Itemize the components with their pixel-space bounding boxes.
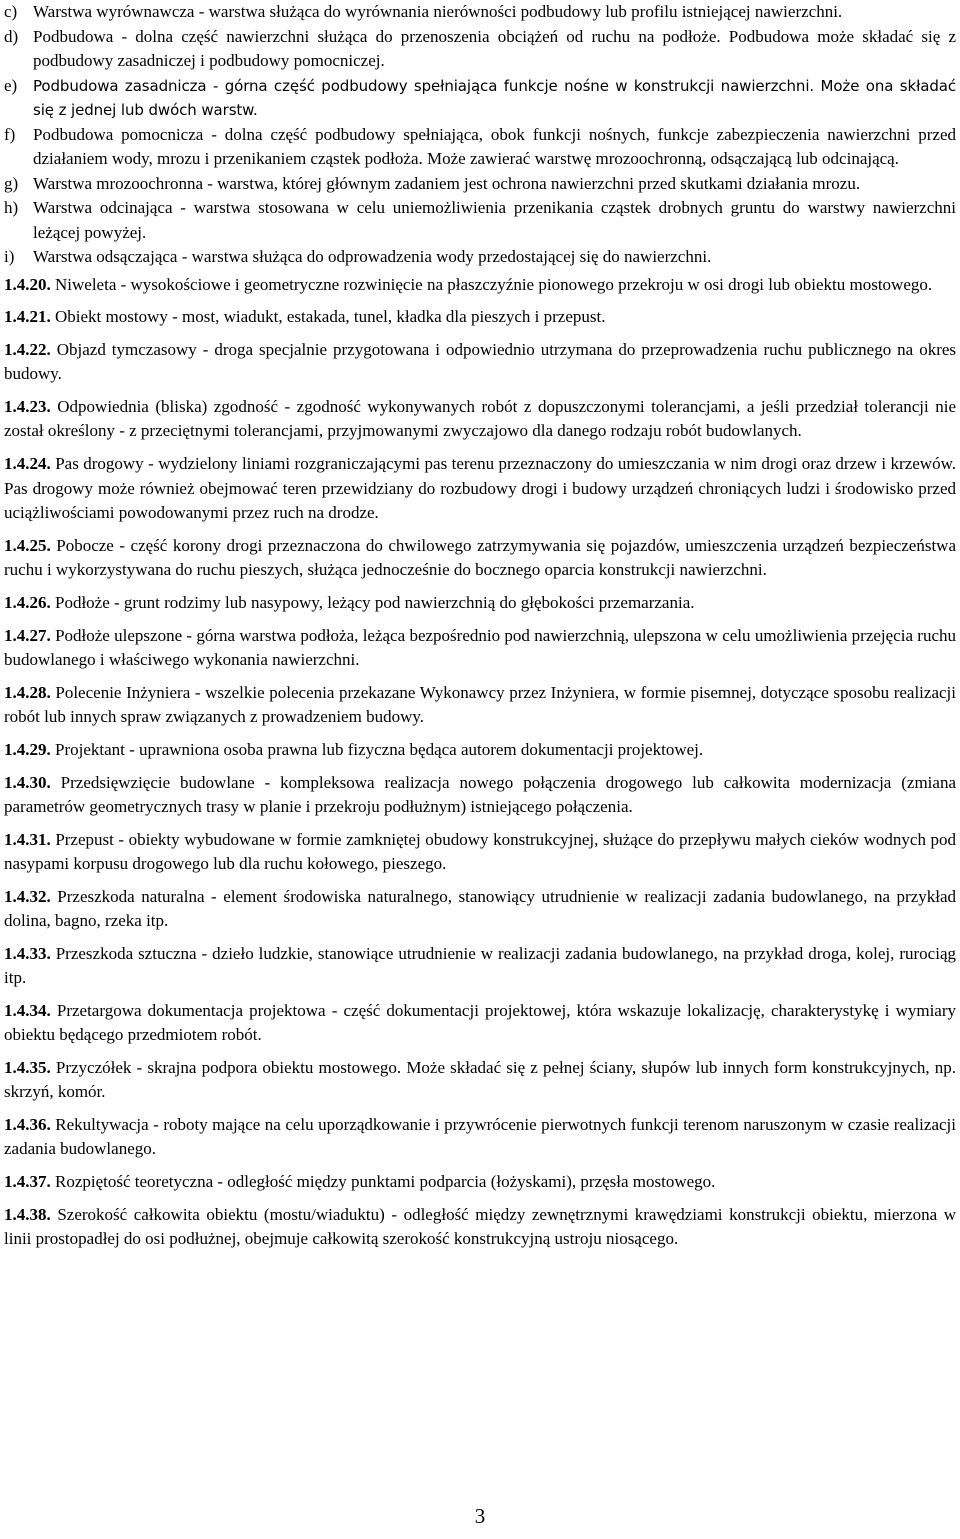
definition-paragraph xyxy=(4,395,956,444)
definition-number: 1.4.26. xyxy=(4,592,51,612)
definition-text: Projektant - uprawniona osoba prawna lub fizyczna będąca autorem dokumentacji projektowej. xyxy=(55,739,704,759)
list-item xyxy=(4,25,956,74)
definition-number: 1.4.34. xyxy=(4,1000,51,1020)
list-item-text: Warstwa mrozoochronna - warstwa, której głównym zadaniem jest ochrona nawierzchni przed skutkami działania mrozu. xyxy=(33,173,861,193)
definition-text: Podłoże ulepszone - górna warstwa podłoża, leżąca bezpośrednio pod nawierzchnią, ulepszona w celu umożliwienia przejęcia ruchu budowlanego i właściwego wykonania nawierzchni. xyxy=(4,625,957,669)
list-item xyxy=(4,196,956,245)
definition-paragraph xyxy=(4,1056,956,1105)
list-marker: i) xyxy=(4,247,15,266)
list-marker: g) xyxy=(4,173,19,193)
definition-paragraph xyxy=(4,1170,956,1194)
definition-paragraph xyxy=(4,999,956,1048)
definition-text: Rekultywacja - roboty mające na celu uporządkowanie i przywrócenie pierwotnych funkcji terenom naruszonym w czasie realizacji zadania budowlanego. xyxy=(4,1115,956,1159)
page-number: 3 xyxy=(474,1504,486,1528)
definition-text: Objazd tymczasowy - droga specjalnie przygotowana i odpowiednio utrzymana do przeprowadzenia ruchu publicznego na okres budowy. xyxy=(4,340,957,384)
definition-paragraph xyxy=(4,591,956,615)
definition-number: 1.4.36. xyxy=(4,1115,51,1135)
definition-number: 1.4.28. xyxy=(4,682,51,702)
list-item-text: Podbudowa zasadnicza - górna część podbudowy spełniająca funkcje nośne w konstrukcji nawierzchni. Może ona składać się z jednej lub dwóch warstw. xyxy=(33,76,956,119)
definition-paragraph xyxy=(4,534,956,583)
definition-paragraph xyxy=(4,1203,956,1252)
document-page xyxy=(4,0,956,1260)
definition-number: 1.4.23. xyxy=(4,397,51,417)
list-marker: f) xyxy=(4,124,16,144)
list-marker: e) xyxy=(4,75,18,95)
definition-number: 1.4.20. xyxy=(4,274,51,294)
list-marker: d) xyxy=(4,26,19,46)
definition-paragraph xyxy=(4,828,956,877)
definition-paragraph xyxy=(4,681,956,730)
definition-number: 1.4.21. xyxy=(4,307,51,327)
definition-number: 1.4.22. xyxy=(4,340,51,360)
definition-number: 1.4.37. xyxy=(4,1172,51,1192)
list-item-text: Warstwa wyrównawcza - warstwa służąca do wyrównania nierówności podbudowy lub profilu istniejącej nawierzchni. xyxy=(33,2,843,21)
list-marker: h) xyxy=(4,198,19,217)
definition-number: 1.4.32. xyxy=(4,886,51,906)
definition-paragraph xyxy=(4,942,956,991)
definition-paragraph xyxy=(4,1113,956,1162)
layer-definitions-list xyxy=(4,0,956,270)
definition-text: Niweleta - wysokościowe i geometryczne rozwinięcie na płaszczyźnie pionowego przekroju w osi drogi lub obiektu mostowego. xyxy=(55,274,933,294)
definition-number: 1.4.31. xyxy=(4,829,51,849)
definition-number: 1.4.25. xyxy=(4,535,51,555)
list-item xyxy=(4,0,956,25)
definition-text: Podłoże - grunt rodzimy lub nasypowy, leżący pod nawierzchnią do głębokości przemarzania. xyxy=(55,592,695,612)
definition-number: 1.4.27. xyxy=(4,625,51,645)
definition-paragraph xyxy=(4,771,956,820)
definition-paragraph xyxy=(4,452,956,525)
definition-paragraph xyxy=(4,885,956,934)
list-item xyxy=(4,123,956,172)
definition-text: Szerokość całkowita obiektu (mostu/wiaduktu) - odległość między zewnętrznymi krawędziami konstrukcji obiektu, mierzona w linii prostopadłej do osi podłużnej, obejmuje całkowitą szerokość konstrukcyjną ustroju niosącego. xyxy=(4,1205,956,1249)
definition-text: Obiekt mostowy - most, wiadukt, estakada, tunel, kładka dla pieszych i przepust. xyxy=(55,307,606,327)
definition-text: Polecenie Inżyniera - wszelkie polecenia przekazane Wykonawcy przez Inżyniera, w formie pisemnej, dotyczące sposobu realizacji robót lub innych spraw związanych z prowadzeniem budowy. xyxy=(4,682,956,726)
definition-paragraph xyxy=(4,338,956,387)
list-item-text: Podbudowa pomocnicza - dolna część podbudowy spełniająca, obok funkcji nośnych, funkcje zabezpieczenia nawierzchni przed działaniem wody, mrozu i przenikaniem cząstek podłoża. Może zawierać warstwę mrozoochronną, odsączającą lub odcinającą. xyxy=(33,124,956,168)
definition-number: 1.4.35. xyxy=(4,1058,51,1078)
definition-number: 1.4.38. xyxy=(4,1205,51,1224)
list-item xyxy=(4,74,956,123)
list-marker: c) xyxy=(4,2,18,21)
definition-number: 1.4.33. xyxy=(4,943,51,963)
definition-paragraph xyxy=(4,305,956,329)
definition-text: Przeszkoda sztuczna - dzieło ludzkie, stanowiące utrudnienie w realizacji zadania budowlanego, na przykład droga, kolej, rurociąg itp. xyxy=(4,943,956,988)
definition-text: Przedsięwzięcie budowlane - kompleksowa realizacja nowego połączenia drogowego lub całkowita modernizacja (zmiana parametrów geometrycznych trasy w planie i przekroju podłużnym) istniejącego połączenia. xyxy=(4,772,956,816)
definition-text: Przyczółek - skrajna podpora obiektu mostowego. Może składać się z pełnej ściany, słupów lub innych form konstrukcyjnych, np. skrzyń, komór. xyxy=(4,1058,957,1102)
definition-paragraph xyxy=(4,624,956,673)
list-item xyxy=(4,245,956,270)
definition-paragraph xyxy=(4,738,956,762)
definition-text: Rozpiętość teoretyczna - odległość między punktami podparcia (łożyskami), przęsła mostowego. xyxy=(55,1172,716,1192)
definition-text: Przeszkoda naturalna - element środowiska naturalnego, stanowiący utrudnienie w realizacji zadania budowlanego, na przykład dolina, bagno, rzeka itp. xyxy=(4,886,957,931)
list-item-text: Warstwa odcinająca - warstwa stosowana w celu uniemożliwienia przenikania cząstek drobnych gruntu do warstwy nawierzchni leżącej powyżej. xyxy=(33,198,956,242)
definition-paragraph xyxy=(4,273,956,297)
definition-number: 1.4.29. xyxy=(4,739,51,759)
list-item-text: Warstwa odsączająca - warstwa służąca do odprowadzenia wody przedostającej się do nawierzchni. xyxy=(33,247,712,266)
term-definitions xyxy=(4,273,956,1252)
definition-text: Przetargowa dokumentacja projektowa - część dokumentacji projektowej, która wskazuje lokalizację, charakterystykę i wymiary obiektu będącego przedmiotem robót. xyxy=(4,1000,957,1045)
definition-text: Przepust - obiekty wybudowane w formie zamkniętej obudowy konstrukcyjnej, służące do przepływu małych cieków wodnych pod nasypami korpusu drogowego lub dla ruchu kołowego, pieszego. xyxy=(4,829,957,873)
list-item-text: Podbudowa - dolna część nawierzchni służąca do przenoszenia obciążeń od ruchu na podłoże. Podbudowa może składać się z podbudowy zasadniczej i podbudowy pomocniczej. xyxy=(33,26,956,70)
definition-text: Odpowiednia (bliska) zgodność - zgodność wykonywanych robót z dopuszczonymi tolerancjami, a jeśli przedział tolerancji nie został określony - z przeciętnymi tolerancjami, przyjmowanymi zwyczajowo dla danego rodzaju robót budowlanych. xyxy=(4,397,957,441)
definition-text: Pobocze - część korony drogi przeznaczona do chwilowego zatrzymywania się pojazdów, umieszczenia urządzeń bezpieczeństwa ruchu i wykorzystywana do ruchu pieszych, służąca jednocześnie do bocznego oparcia konstrukcji nawierzchni. xyxy=(4,535,957,579)
definition-number: 1.4.24. xyxy=(4,454,51,474)
definition-text: Pas drogowy - wydzielony liniami rozgraniczającymi pas terenu przeznaczony do umieszczania w nim drogi oraz drzew i krzewów. Pas drogowy może również obejmować teren przewidziany do rozbudowy drogi i budowy urządzeń chroniących ludzi i środowisko przed uciążliwościami powodowanymi przez ruch na drodze. xyxy=(4,454,956,522)
list-item xyxy=(4,172,956,197)
definition-number: 1.4.30. xyxy=(4,772,51,792)
